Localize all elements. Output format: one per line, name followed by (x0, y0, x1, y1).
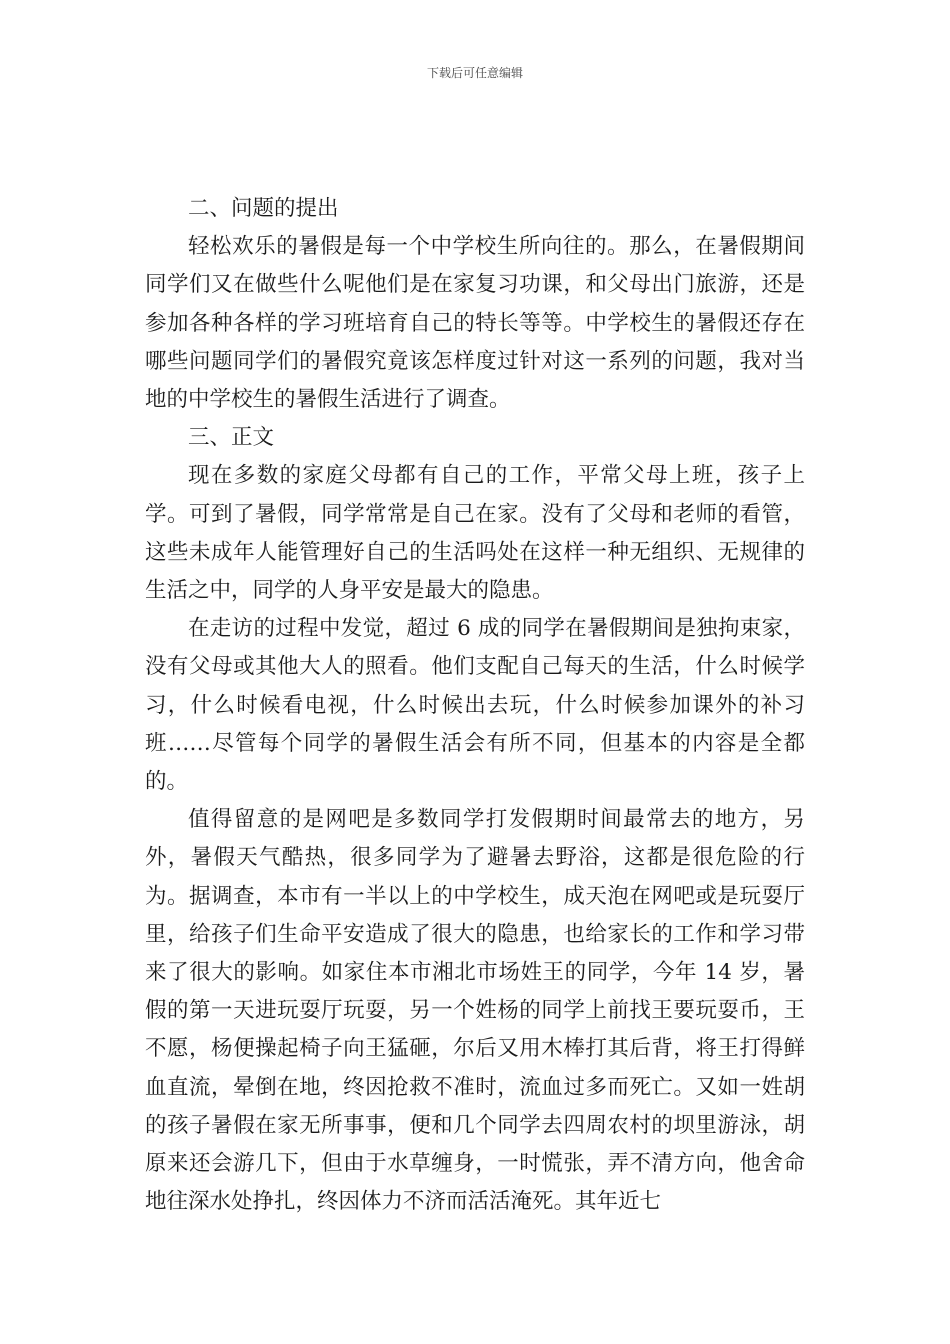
section-heading-problem: 二、问题的提出 (188, 196, 339, 221)
page-header-note: 下载后可任意编辑 (426, 66, 523, 80)
document-body (145, 190, 805, 1221)
paragraph-problem-statement: 轻松欢乐的暑假是每一个中学校生所向往的。那么，在暑假期间同学们又在做些什么呢他们是在家复习功课，和父母出门旅游，还是参加各种各样的学习班培育自己的特长等等。中学校生的暑假还存在哪些问题同学们的暑假究竟该怎样度过针对这一系列的问题，我对当地的中学校生的暑假生活进行了调查。 (145, 234, 805, 413)
section-heading-main-text: 三、正文 (188, 425, 275, 451)
paragraph-survey-findings: 在走访的过程中发觉，超过 6 成的同学在暑假期间是独拘束家，没有父母或其他大人的照看。他们支配自己每天的生活，什么时候学习，什么时候看电视，什么时候出去玩，什么时候参加课外的补习班……尽管每个同学的暑假生活会有所不同，但基本的内容是全都的。 (145, 616, 805, 795)
paragraph-home-alone: 现在多数的家庭父母都有自己的工作，平常父母上班，孩子上学。可到了暑假，同学常常是自己在家。没有了父母和老师的看管，这些未成年人能管理好自己的生活吗处在这样一种无组织、无规律的生活之中，同学的人身平安是最大的隐患。 (145, 463, 805, 604)
paragraph-safety-cases: 值得留意的是网吧是多数同学打发假期时间最常去的地方，另外，暑假天气酷热，很多同学为了避暑去野浴，这都是很危险的行为。据调查，本市有一半以上的中学校生，成天泡在网吧或是玩耍厅里，给孩子们生命平安造成了很大的隐患，也给家长的工作和学习带来了很大的影响。如家住本市湘北市场姓王的同学，今年 14 岁，暑假的第一天进玩耍厅玩耍，另一个姓杨的同学上前找王要玩耍币，王不愿，杨便操起椅子向王猛砸，尔后又用木棒打其后背，将王打得鲜血直流，晕倒在地，终因抢救不准时，流血过多而死亡。又如一姓胡的孩子暑假在家无所事事，便和几个同学去四周农村的坝里游泳，胡原来还会游几下，但由于水草缠身，一时慌张，弄不清方向，他舍命地往深水处挣扎，终因体力不济而活活淹死。其年近七 (145, 807, 805, 1215)
